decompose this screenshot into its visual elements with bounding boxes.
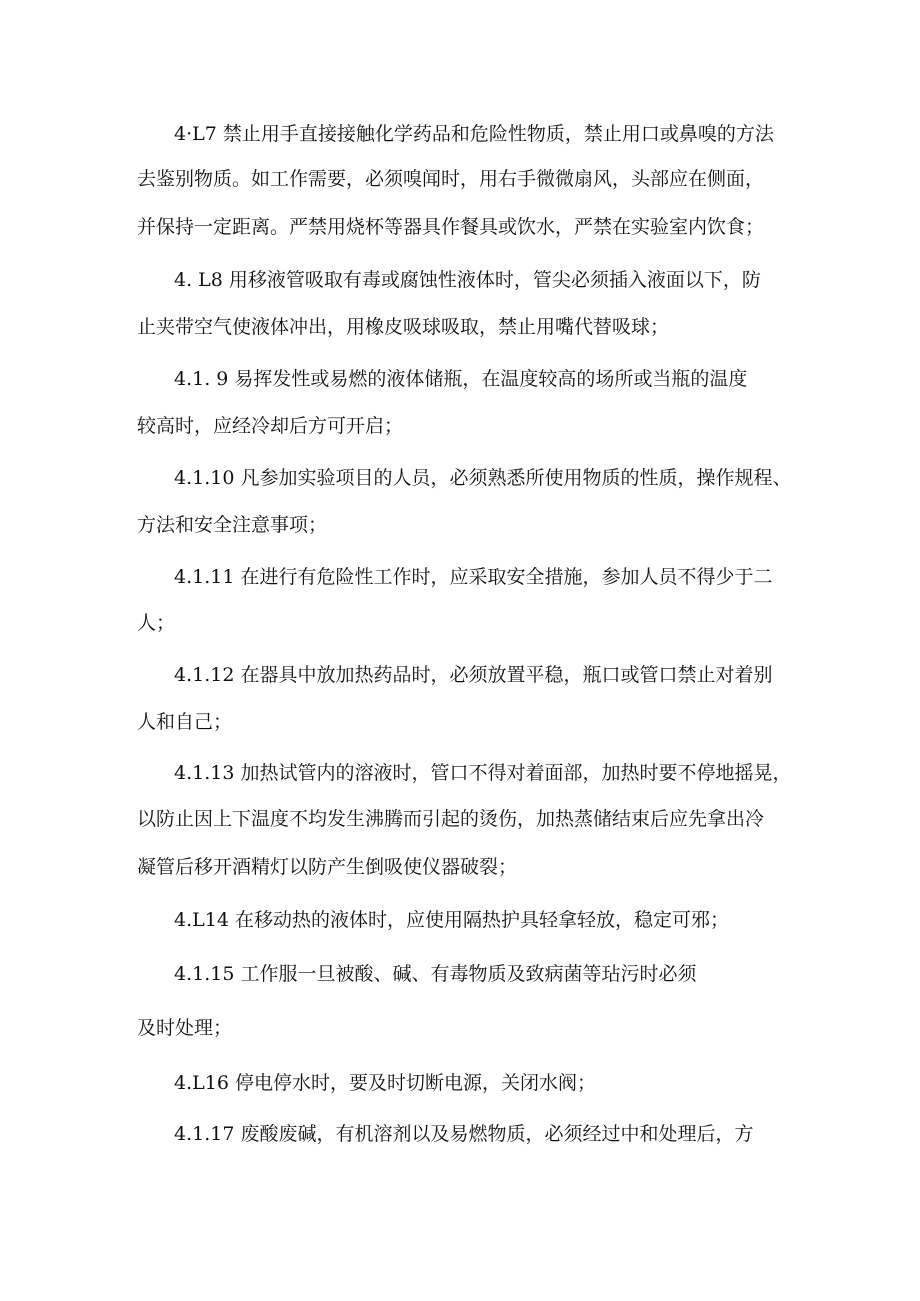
text-line: 4.1. 9 易挥发性或易燃的液体储瓶，在温度较高的场所或当瓶的温度 bbox=[174, 368, 748, 390]
text-line: 人； bbox=[137, 612, 176, 634]
text-line: 4.1.17 废酸废碱，有机溶剂以及易燃物质，必须经过中和处理后，方 bbox=[174, 1123, 754, 1145]
text-line: 4·L7 禁止用手直接接触化学药品和危险性物质，禁止用口或鼻嗅的方法 bbox=[174, 123, 774, 145]
text-line: 以防止因上下温度不均发生沸腾而引起的烫伤，加热蒸储结束后应先拿出冷 bbox=[137, 808, 765, 830]
text-line: 4.1.10 凡参加实验项目的人员，必须熟悉所使用物质的性质，操作规程、 bbox=[174, 467, 792, 489]
text-line: 4.1.11 在进行有危险性工作时，应采取安全措施，参加人员不得少于二 bbox=[174, 566, 773, 588]
text-line: 4. L8 用移液管吸取有毒或腐蚀性液体时，管尖必须插入液面以下，防 bbox=[174, 269, 761, 291]
text-line: 止夹带空气使液体冲出，用橡皮吸球吸取，禁止用嘴代替吸球； bbox=[137, 316, 670, 338]
text-line: 4.L14 在移动热的液体时，应使用隔热护具轻拿轻放，稳定可邪； bbox=[174, 909, 729, 931]
text-line: 去鉴别物质。如工作需要，必须嗅闻时，用右手微微扇风，头部应在侧面， bbox=[137, 168, 765, 190]
text-line: 4.1.15 工作服一旦被酸、碱、有毒物质及致病菌等玷污时必须 bbox=[174, 963, 697, 985]
text-line: 4.L16 停电停水时，要及时切断电源，关闭水阀； bbox=[174, 1072, 596, 1094]
text-line: 人和自己； bbox=[137, 711, 233, 733]
text-line: 方法和安全注意事项； bbox=[137, 514, 328, 536]
text-line: 凝管后移开酒精灯以防产生倒吸使仪器破裂； bbox=[137, 856, 518, 878]
text-line: 并保持一定距离。严禁用烧杯等器具作餐具或饮水，严禁在实验室内饮食； bbox=[137, 216, 765, 238]
text-line: 4.1.12 在器具中放加热药品时，必须放置平稳，瓶口或管口禁止对着别 bbox=[174, 664, 773, 686]
text-line: 及时处理； bbox=[137, 1017, 233, 1039]
text-line: 4.1.13 加热试管内的溶液时，管口不得对着面部，加热时要不停地摇晃， bbox=[174, 762, 792, 784]
text-line: 较高时，应经冷却后方可开启； bbox=[137, 415, 404, 437]
